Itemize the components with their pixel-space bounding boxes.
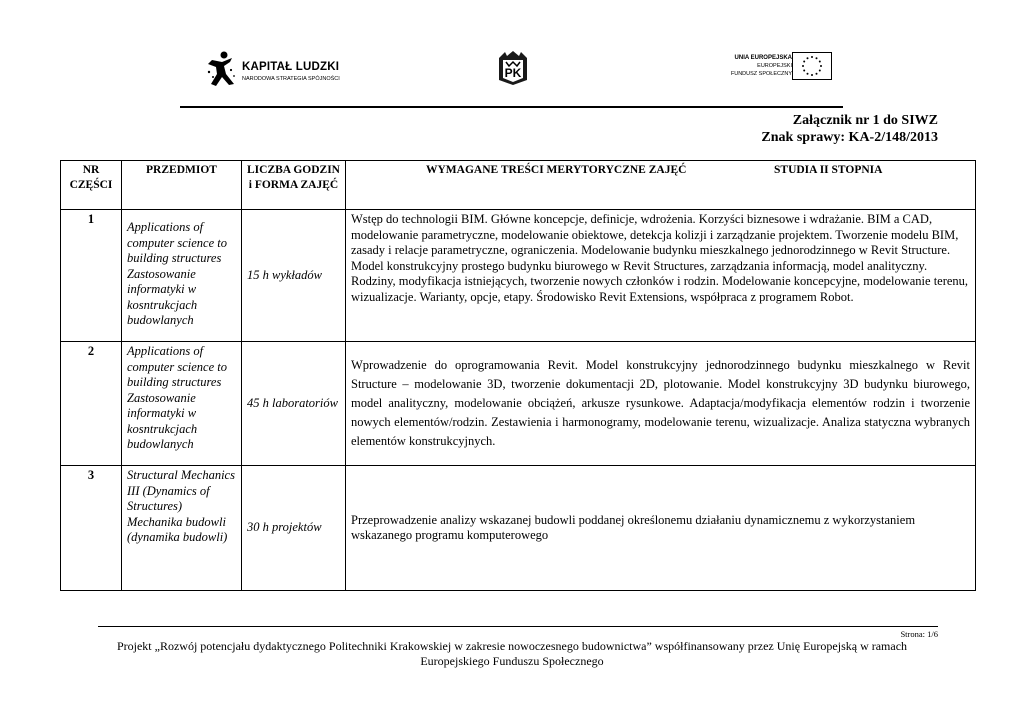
eu-line2: EUROPEJSKI	[757, 63, 792, 69]
logo-bar	[0, 40, 1024, 100]
col-header-nr: NR CZĘŚCI	[61, 161, 122, 210]
col-header-content	[346, 161, 976, 210]
pk-university-logo	[497, 50, 529, 86]
page-number: Strona: 1/6	[900, 629, 938, 639]
case-reference: Znak sprawy: KA-2/148/2013	[761, 130, 938, 145]
eu-social-fund-logo	[730, 50, 840, 84]
kapital-ludzki-subtitle: NARODOWA STRATEGIA SPÓJNOŚCI	[242, 76, 340, 82]
row-hours: 15 h wykładów	[242, 210, 346, 342]
footer-rule	[98, 626, 938, 627]
col-header-content-label: WYMAGANE TREŚCI MERYTORYCZNE ZAJĘĆ	[426, 164, 687, 176]
header-rule	[180, 106, 843, 108]
row-subject: Structural Mechanics III (Dynamics of Structures) Mechanika budowli (dynamika budowli)	[122, 466, 242, 591]
kapital-ludzki-logo	[204, 48, 354, 88]
row-nr: 2	[61, 342, 122, 466]
footer-line1: Projekt „Rozwój potencjału dydaktycznego Politechniki Krakowskiej w zakresie nowoczesnego budownictwa” współfinansowany przez Unię Europejską w ramach	[116, 639, 908, 653]
eu-text	[731, 54, 792, 78]
eu-line1: UNIA EUROPEJSKA	[734, 55, 792, 61]
row-hours: 30 h projektów	[242, 466, 346, 591]
human-figure-icon	[204, 50, 238, 88]
row-content: Przeprowadzenie analizy wskazanej budowli poddanej określonemu działaniu dynamicznemu z wykorzystaniem wskazanego programu komputerowego	[346, 466, 976, 591]
table-header-row	[61, 161, 976, 210]
col-header-subject: PRZEDMIOT	[122, 161, 242, 210]
pk-logo-text: PK	[504, 66, 522, 80]
col-header-level-label: STUDIA II STOPNIA	[774, 164, 883, 176]
footer-project-text	[60, 639, 964, 669]
eu-flag-icon	[792, 52, 832, 80]
row-subject: Applications of computer science to building structures Zastosowanie informatyki w kosntrukcjach budowlanych	[122, 342, 242, 466]
footer-line2: Europejskiego Funduszu Społecznego	[420, 654, 604, 668]
col-header-hours: LICZBA GODZIN i FORMA ZAJĘĆ	[242, 161, 346, 210]
kapital-ludzki-title: KAPITAŁ LUDZKI	[242, 61, 340, 73]
row-hours: 45 h laboratoriów	[242, 342, 346, 466]
table-row	[61, 466, 976, 591]
row-subject: Applications of computer science to building structures Zastosowanie informatyki w kosntrukcjach budowlanych	[122, 210, 242, 342]
row-content: Wprowadzenie do oprogramowania Revit. Model konstrukcyjny jednorodzinnego budynku mieszkalnego w Revit Structure – modelowanie 3D, tworzenie dokumentacji 2D, plotowanie. Model konstrukcyjny 3D budynku biurowego, model analityczny, modelowanie obciążeń, arkusze rysunkowe. Adaptacja/modyfikacja elementów rodzin i tworzenie nowych elementów/rodzin. Zestawienia i harmonogramy, modelowanie terenu, wizualizacje. Analiza statyczna wybranych elementów konstrukcyjnych.	[346, 342, 976, 466]
row-content: Wstęp do technologii BIM. Główne koncepcje, definicje, wdrożenia. Korzyści biznesowe i wdrażanie. BIM a CAD, modelowanie parametryczne, modelowanie obiektowe, detekcja kolizji i zarządzanie projektem. Tworzenie modelu BIM, zasady i relacje parametryczne, ograniczenia. Modelowanie budynku mieszkalnego jednorodzinnego w Revit Structure. Model konstrukcyjny prostego budynku biurowego w Revit Structures, zarządzania informacją, model analityczny. Rodziny, modyfikacja istniejących, tworzenie nowych członków i rodzin. Modelowanie koncepcyjne, modelowanie terenu, wizualizacje. Warianty, opcje, etapy. Środowisko Revit Extensions, współpraca z programem Robot.	[346, 210, 976, 342]
table-row	[61, 342, 976, 466]
eu-line3: FUNDUSZ SPOŁECZNY	[730, 71, 792, 77]
row-nr: 1	[61, 210, 122, 342]
table-row	[61, 210, 976, 342]
document-header	[761, 112, 938, 146]
requirements-table	[60, 160, 976, 591]
row-nr: 3	[61, 466, 122, 591]
annex-title: Załącznik nr 1 do SIWZ	[792, 113, 938, 128]
